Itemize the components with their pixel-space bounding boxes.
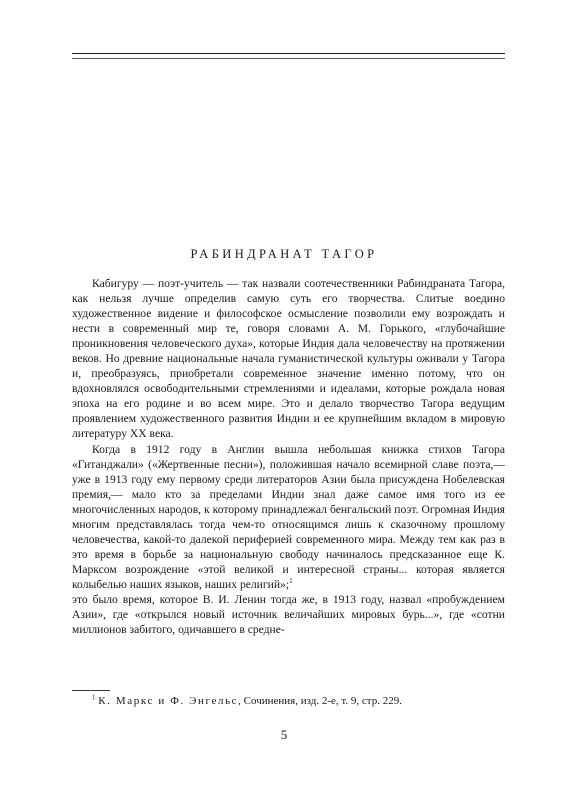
footnote-marker: 1 bbox=[289, 577, 293, 586]
footnote-rule bbox=[72, 690, 110, 691]
header-rule bbox=[72, 53, 505, 54]
paragraph-2 bbox=[72, 442, 505, 592]
paragraph-2-text: Когда в 1912 году в Англии вышла небольшая книжка стихов Тагора «Гитанджали» («Жертвенные песни»), положившая начало всемирной славе поэта,— уже в 1913 году ему первому среди литераторов Азии была присуждена Нобелевская премия,— мало кто за пределами Индии знал даже самое имя того из ее многочисленных народов, к которому принадлежал бенгальский поэт. Огромная Индия многим представлялась тогда чем-то относящимся лишь к сказочному прошлому человечества, какой-то далекой периферией современного мира. Между тем как раз в это время в борьбе за национальную свободу начиналось предсказанное еще К. Марксом возрождение «этой великой и интересной страны... которая является колыбелью наших языков, наших религий»; bbox=[72, 442, 505, 591]
header-rule-thin bbox=[72, 58, 505, 59]
footnote-number: 1 bbox=[92, 693, 96, 702]
footnote-source: , Сочинения, изд. 2-е, т. 9, стр. 229. bbox=[238, 695, 402, 707]
body-text bbox=[72, 276, 505, 637]
chapter-title: РАБИНДРАНАТ ТАГОР bbox=[190, 247, 378, 261]
paragraph-1: Кабигуру — поэт-учитель — так назвали соотечественники Рабиндраната Тагора, как нельзя лучше определив самую суть его творчества. Слитые воедино художественное видение и философское осмысление позволили ему возрождать и нести в современный мир те, говоря словами А. М. Горького, «глубочайшие проникновения человеческого духа», которые Индия дала человечеству на протяжении веков. Но древние национальные начала гуманистической культуры оживали у Тагора и, преобразуясь, приобретали современное значение именно потому, что он вдохновлялся освободительными стремлениями и идеалами, которые рождала новая эпоха на его родине и во всем мире. Это и делало творчество Тагора ведущим проявлением художественного развития Индии и ее крупнейшим вкладом в мировую литературу XX века. bbox=[72, 277, 505, 441]
paragraph-2-continued: это было время, которое В. И. Ленин тогда же, в 1913 году, назвал «пробуждением Азии», где «открылся новый источник величайших мировых бурь...», где «сотни миллионов забитого, одичавшего в средне- bbox=[72, 592, 505, 637]
page-number: 5 bbox=[280, 727, 288, 742]
footnote-authors: К. Маркс и Ф. Энгельс bbox=[98, 695, 239, 707]
footnote bbox=[72, 694, 505, 708]
